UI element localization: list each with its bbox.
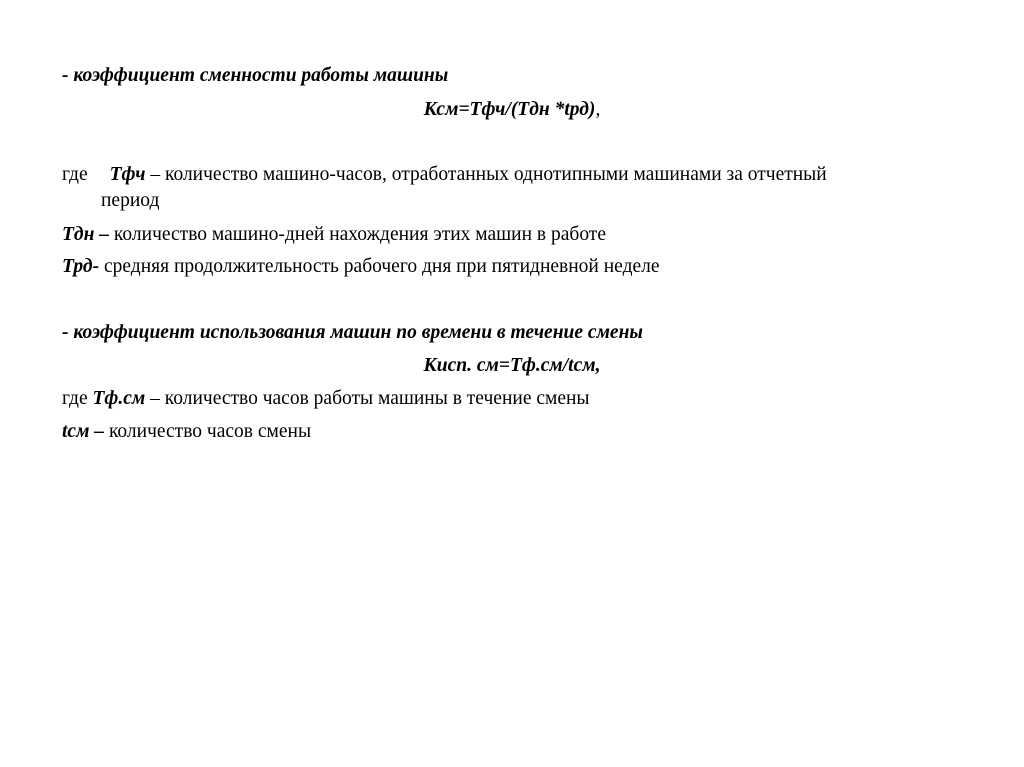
section2-def1 xyxy=(62,387,590,411)
section1-def3-text: средняя продолжительность рабочего дня при пятидневной неделе xyxy=(99,256,660,277)
section1-def1-term: Тфч xyxy=(109,164,146,185)
section1-def1-continuation: период xyxy=(101,190,160,211)
section1-def2-text: количество машино-дней нахождения этих машин в работе xyxy=(109,224,606,245)
section2-heading: - коэффициент использования машин по времени в течение смены xyxy=(62,322,643,343)
section2-def1-prefix: где xyxy=(62,388,93,409)
section2-def2 xyxy=(62,420,311,444)
section1-def1-text: – количество машино-часов, отработанных однотипными машинами за отчетный xyxy=(145,164,827,185)
section1-formula-expression: Ксм=Тфч/(Тдн *tрд) xyxy=(423,99,596,120)
section1-def2-term: Тдн – xyxy=(62,224,110,245)
section1-def2 xyxy=(62,223,606,247)
section1-def1-prefix: где xyxy=(62,164,88,185)
section1-def3 xyxy=(62,255,660,279)
section2-def1-text: – количество часов работы машины в течение смены xyxy=(145,388,590,409)
section2-formula: Кисп. см=Тф.см/tсм, xyxy=(423,355,601,376)
section1-heading: - коэффициент сменности работы машины xyxy=(62,65,449,86)
section2-def2-text: количество часов смены xyxy=(104,421,312,442)
section2-def1-term: Тф.см xyxy=(92,388,146,409)
section2-def2-term: tсм – xyxy=(62,421,105,442)
section1-formula xyxy=(0,98,1024,122)
section1-def1 xyxy=(62,163,827,187)
section1-formula-suffix: , xyxy=(595,99,601,120)
section1-def3-term: Трд- xyxy=(62,256,100,277)
